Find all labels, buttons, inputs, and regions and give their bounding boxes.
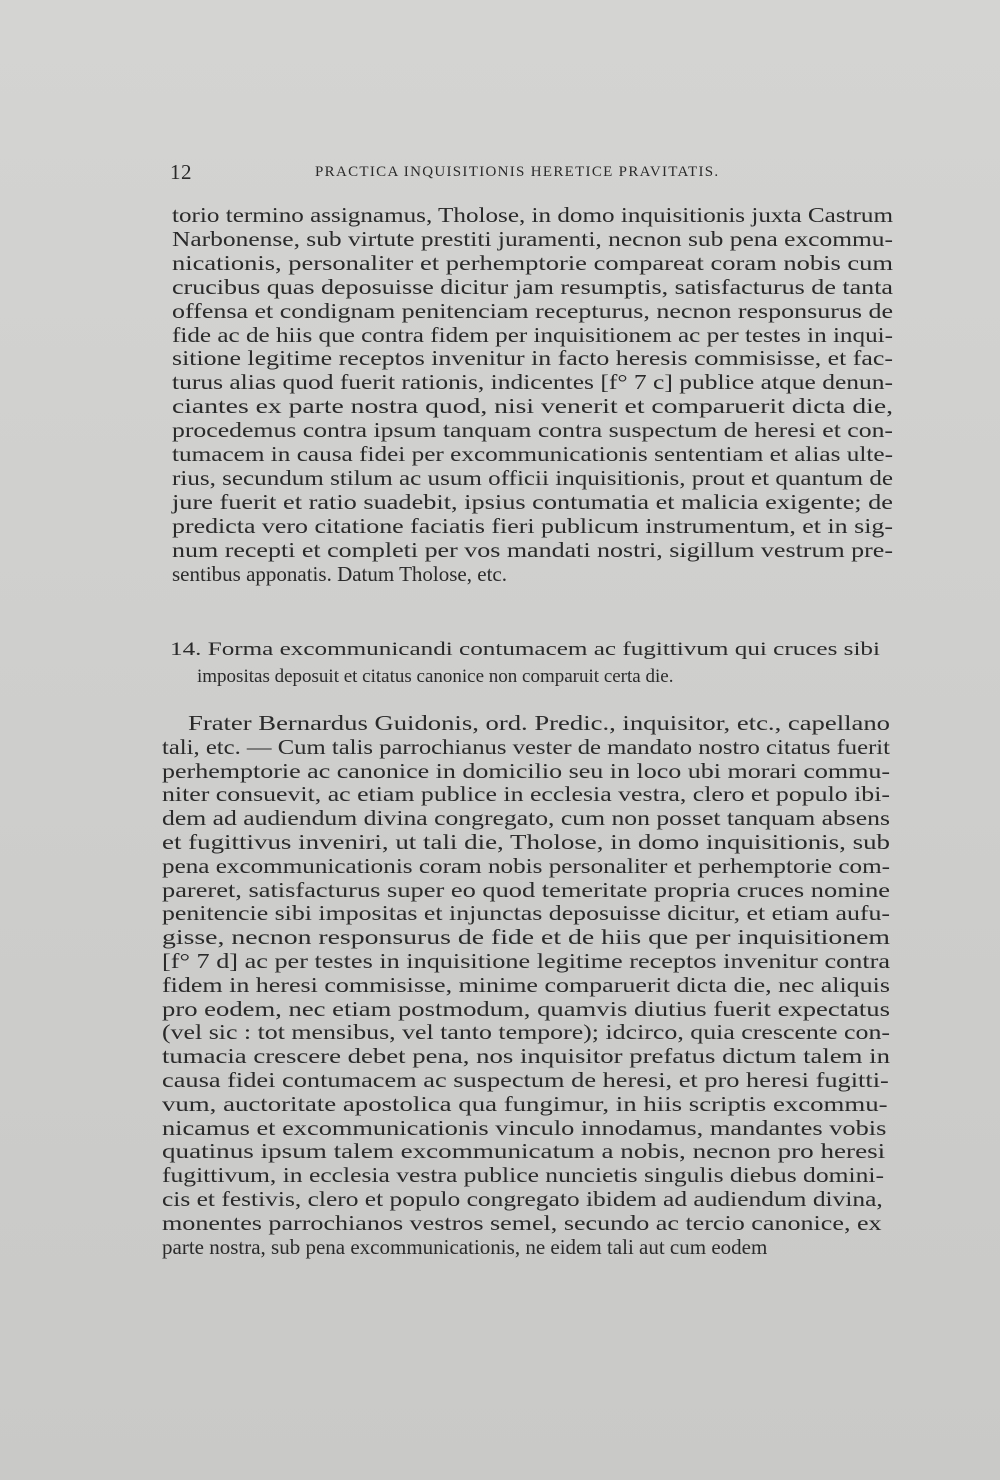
paragraph-1-line: fide ac de hiis que contra fidem per inquisitionem ac per testes in inqui- [172,322,893,347]
paragraph-2-line: monentes parrochianos vestros semel, secundo ac tercio canonice, ex [162,1210,882,1235]
paragraph-2-line: penitencie sibi impositas et injunctas deposuisse dicitur, et etiam aufu- [162,901,890,926]
paragraph-1-line: nicationis, personaliter et perhemptorie compareat coram nobis cum [172,250,893,275]
paragraph-2-line: dem ad audiendum divina congregato, cum non posset tanquam absens [162,806,890,831]
paragraph-2-line: fidem in heresi commisisse, minime comparuerit dicta die, nec aliquis [162,972,890,997]
paragraph-2-line: gisse, necnon responsurus de fide et de hiis que per inquisitionem [162,925,890,950]
paragraph-1-line: Narbonense, sub virtute prestiti juramenti, necnon sub pena excommu- [172,226,893,251]
paragraph-1-line: num recepti et completi per vos mandati nostri, sigillum vestrum pre- [172,537,893,562]
paragraph-2-line: vum, auctoritate apostolica qua fungimur, in hiis scriptis excommu- [162,1091,888,1116]
paragraph-2-line: [f° 7 d] ac per testes in inquisitione legitime receptos invenitur contra [162,949,890,973]
paragraph-2-line: nicamus et excommunicationis vinculo innodamus, mandantes vobis [162,1115,887,1140]
paragraph-1-line: tumacem in causa fidei per excommunicationis sententiam et alias ulte- [172,442,893,466]
paragraph-2-line: cis et festivis, clero et populo congregato ibidem ad audiendum divina, [162,1187,883,1211]
paragraph-2-line: pareret, satisfacturus super eo quod temeritate propria cruces nomine [162,877,890,902]
paragraph-1-line: procedemus contra ipsum tanquam contra suspectum de heresi et con- [172,418,893,443]
paragraph-1-line: torio termino assignamus, Tholose, in domo inquisitionis juxta Castrum [172,203,893,227]
paragraph-2-line: pena excommunicationis coram nobis personaliter et perhemptorie com- [162,853,890,878]
paragraph-2-line: niter consuevit, ac etiam publice in ecclesia vestra, clero et populo ibi- [162,782,890,807]
paragraph-1-line: sentibus apponatis. Datum Tholose, etc. [172,561,507,586]
paragraph-2-line: causa fidei contumacem ac suspectum de heresi, et pro heresi fugitti- [162,1068,889,1092]
paragraph-1-line: turus alias quod fuerit rationis, indicentes [f° 7 c] publice atque denun- [172,370,893,395]
paragraph-1-line: ciantes ex parte nostra quod, nisi venerit et comparuerit dicta die, [172,394,893,419]
paragraph-2-line: parte nostra, sub pena excommunicationis, ne eidem tali aut cum eodem [162,1234,768,1259]
paragraph-1-line: predicta vero citatione faciatis fieri publicum instrumentum, et in sig- [172,513,893,538]
paragraph-2-line: Frater Bernardus Guidonis, ord. Predic., inquisitor, etc., capellano [188,711,890,735]
paragraph-2-line: tali, etc. — Cum talis parrochianus vester de mandato nostro citatus fuerit [162,734,890,759]
running-head-title: PRACTICA INQUISITIONIS HERETICE PRAVITATIS. [315,164,720,180]
paragraph-2-line: quatinus ipsum talem excommunicatum a nobis, necnon pro heresi [162,1139,886,1164]
paragraph-2-line: et fugittivus inveniri, ut tali die, Tholose, in domo inquisitionis, sub [162,830,890,854]
paragraph-2-line: fugittivum, in ecclesia vestra publice nuncietis singulis diebus domini- [162,1163,884,1188]
paragraph-2-line: tumacia crescere debet pena, nos inquisitor prefatus dictum talem in [162,1044,890,1069]
paragraph-1-line: rius, secundum stilum ac usum officii inquisitionis, prout et quantum de [172,465,893,490]
paragraph-2-line: perhemptorie ac canonice in domicilio seu in loco ubi morari commu- [162,758,890,783]
paragraph-1-line: offensa et condignam penitenciam recepturus, necnon responsurus de [172,298,893,323]
paragraph-2-line: pro eodem, nec etiam postmodum, quamvis diutius fuerit expectatus [162,996,891,1021]
running-header [170,160,890,190]
paragraph-1-line: crucibus quas deposuisse dicitur jam resumptis, satisfacturus de tanta [172,274,893,299]
paragraph-1-line: jure fuerit et ratio suadebit, ipsius contumatia et malicia exigente; de [172,489,893,514]
paragraph-2-line: (vel sic : tot mensibus, vel tanto tempore); idcirco, quia crescente con- [162,1020,890,1045]
section-14-heading-line: 14. Forma excommunicandi contumacem ac fugittivum qui cruces sibi [170,639,880,660]
paragraph-1-line: sitione legitime receptos invenitur in facto heresis commisisse, et fac- [172,346,893,371]
page-number: 12 [170,160,192,184]
section-14-heading-line: impositas deposuit et citatus canonice non comparuit certa die. [197,666,674,687]
